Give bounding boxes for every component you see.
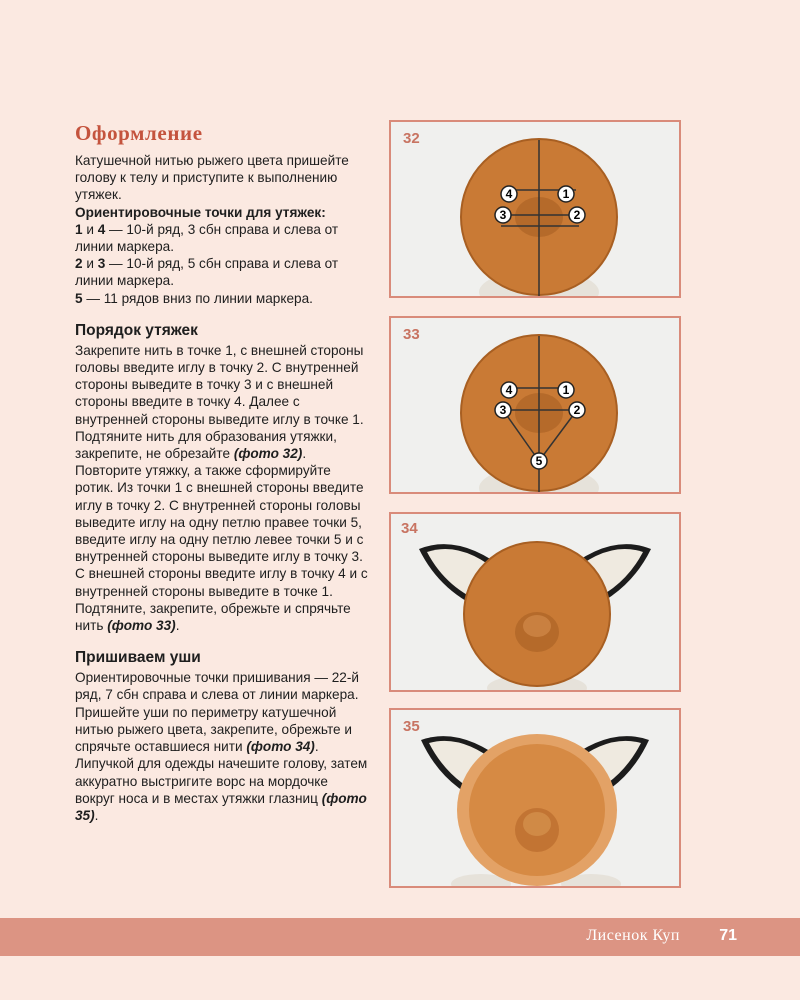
- footer-title: Лисенок Куп: [586, 927, 680, 944]
- ears-paragraph: Ориентировочные точки пришивания — 22-й ряд, 7 сбн справа и слева от линии маркера. Пришейте уши по периметру катушечной нитью рыжего цвета, закрепите, обрежьте и спрячьте оставшиеся нити (фото 34). Липучкой для одежды начешите голову, затем аккуратно выстригите ворс на мордочке вокруг носа и в местах утяжки глазниц (фото 35).: [75, 670, 368, 823]
- section-title: Оформление: [75, 121, 203, 145]
- photo-number: 33: [403, 326, 420, 343]
- fox-head-with-ears-illustration: [391, 514, 679, 690]
- photo-32: [389, 120, 681, 298]
- svg-text:4: 4: [505, 187, 513, 201]
- text-column: [75, 120, 370, 824]
- page-footer: [0, 918, 800, 956]
- svg-text:4: 4: [505, 383, 513, 397]
- svg-text:3: 3: [499, 208, 507, 222]
- point-row: 2 и 3 — 10-й ряд, 5 сбн справа и слева от линии маркера.: [75, 256, 339, 289]
- fox-head-illustration: [391, 122, 679, 296]
- order-heading: Порядок утяжек: [75, 321, 198, 339]
- photo-33: [389, 316, 681, 494]
- fox-head-illustration: [391, 318, 679, 492]
- point-row: 1 и 4 — 10-й ряд, 3 сбн справа и слева от линии маркера.: [75, 221, 339, 255]
- points-heading: Ориентировочные точки для утяжек:: [75, 204, 326, 220]
- ears-heading: Пришиваем уши: [75, 649, 201, 667]
- photo-35: [389, 708, 681, 888]
- photo-number: 35: [403, 718, 420, 735]
- svg-text:5: 5: [535, 454, 543, 468]
- svg-text:2: 2: [573, 208, 581, 222]
- svg-text:2: 2: [573, 403, 581, 417]
- point-row: 5 — 11 рядов вниз по линии маркера.: [75, 290, 313, 306]
- photo-number: 32: [403, 130, 420, 147]
- photo-number: 34: [401, 520, 418, 537]
- photo-34: [389, 512, 681, 692]
- intro-paragraph: Катушечной нитью рыжего цвета пришейте голову к телу и приступите к выполнению утяжек.: [75, 153, 349, 203]
- svg-text:3: 3: [499, 403, 507, 417]
- svg-text:1: 1: [562, 187, 570, 201]
- page-number: 71: [719, 927, 737, 944]
- svg-text:1: 1: [562, 383, 570, 397]
- fluffy-fox-head-illustration: [391, 710, 679, 886]
- order-paragraph: Закрепите нить в точке 1, с внешней стороны головы введите иглу в точку 2. С внутренней стороны выведите в точку 3 и с внешней стороны введите в точку 4. Далее с внутренней стороны выведите иглу в точке 1. Подтяните нить для образования утяжки, закрепите, не обрезайте (фото 32). Повторите утяжку, а также сформируйте ротик. Из точки 1 с внешней стороны введите иглу в точку 2. С внутренней стороны головы выведите иглу на одну петлю правее точки 5, введите иглу на одну петлю левее точки 5 и с внутренней стороны выведите иглу в точку 3. С внешней стороны введите иглу в точку 4 и с внутренней стороны выведите в точке 1. Подтяните, закрепите, обрежьте и спрячьте нить (фото 33).: [75, 342, 368, 634]
